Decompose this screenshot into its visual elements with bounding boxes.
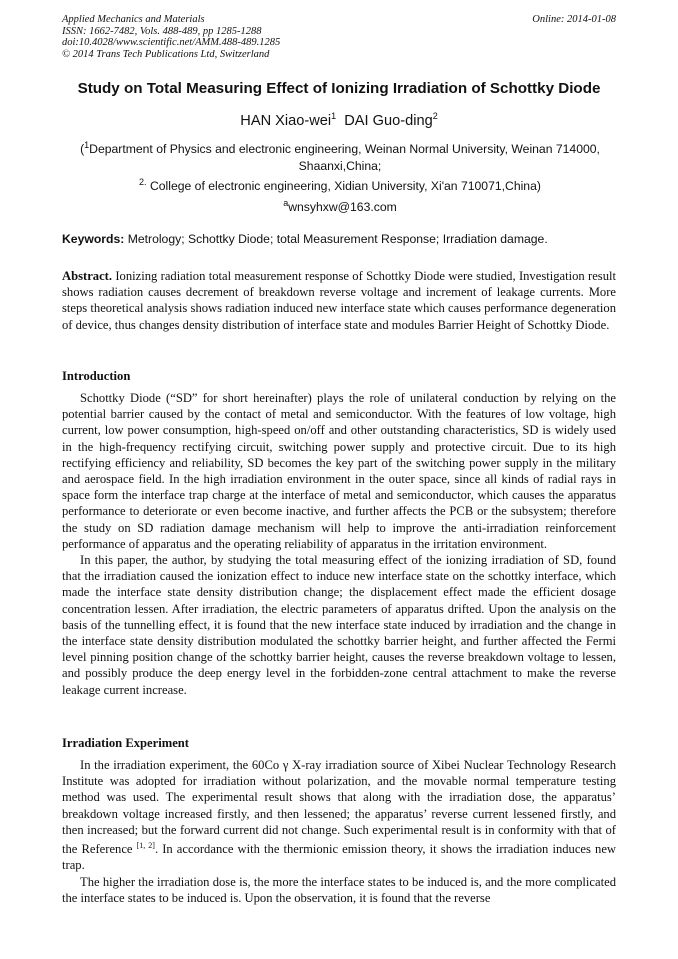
experiment-paragraph-2: The higher the irradiation dose is, the more the interface states to be induced is, and the more complicated the interface states to be induced is. Upon the observation, it is found that the reverse xyxy=(62,874,616,905)
section-heading-experiment: Irradiation Experiment xyxy=(62,736,189,750)
online-date: Online: 2014-01-08 xyxy=(532,14,616,25)
affiliation-2-text: College of electronic engineering, Xidian University, Xi'an 710071,China) xyxy=(146,179,541,194)
paper-title: Study on Total Measuring Effect of Ionizing Irradiation of Schottky Diode xyxy=(77,80,601,97)
issn-line: ISSN: 1662-7482, Vols. 488-489, pp 1285-1288 xyxy=(62,25,262,37)
experiment-paragraph-1-a: In the irradiation experiment, the 60Co γ X-ray irradiation source of Xibei Nuclear Technology Research Institute was adopted for irradiation without polarization, and the movable normal temperature testing method was used. The experimental result shows that along with the irradiation dose, the apparatus’ breakdown voltage increased firstly, and then lessened; the apparatus’ reverse current lessened firstly, and then increased; but the forward current did not change. Such experimental result is in conformity with that of the Reference xyxy=(62,758,616,857)
email-sup: a xyxy=(283,198,289,208)
keywords xyxy=(62,232,622,246)
doi-line: doi:10.4028/www.scientific.net/AMM.488-489.1285 xyxy=(62,37,281,49)
author-1: HAN Xiao-wei xyxy=(240,112,332,129)
introduction-body xyxy=(62,390,616,698)
affiliation-open-paren: ( xyxy=(80,142,85,157)
journal-name: Applied Mechanics and Materials xyxy=(62,14,205,25)
author-2-sup: 2 xyxy=(432,111,438,121)
experiment-body xyxy=(62,757,616,906)
keywords-label: Keywords: xyxy=(62,232,125,246)
author-1-sup: 1 xyxy=(331,111,337,121)
reference-citation: [1, 2] xyxy=(136,841,155,851)
abstract-label: Abstract. xyxy=(62,269,113,283)
affiliation-2-sup: 2. xyxy=(139,177,147,187)
section-heading-introduction: Introduction xyxy=(62,369,131,383)
experiment-paragraph-1 xyxy=(62,757,616,874)
affiliation-1-sup: 1 xyxy=(84,140,90,150)
email-text: wnsyhxw@163.com xyxy=(288,200,397,215)
author-2: DAI Guo-ding xyxy=(344,112,433,129)
affiliation-1 xyxy=(70,137,610,174)
introduction-paragraph-2: In this paper, the author, by studying the total measuring effect of the ionizing irradiation of SD, found that the irradiation caused the ionization effect to induce new interface state on the schottky interface, which made the interface state density distribution change; the displacement effect made the efficient dosage concentration lessen. After irradiation, the electric parameters of apparatus drifted. Upon the analysis on the basis of the tunnelling effect, it is found that the new interface state induced by irradiation and the change in the interface state density distribution modulated the schottky barrier height, and further affected the Fermi level pinning position change of the schottky barrier height, causes the reverse breakdown voltage to lessen, and possibly produce the deep energy level in the forbidden-zone central attachment to make the reverse leakage current increase. xyxy=(62,553,616,697)
affiliation-2 xyxy=(70,174,610,195)
abstract xyxy=(62,268,616,333)
copyright-line: © 2014 Trans Tech Publications Ltd, Switzerland xyxy=(62,48,270,60)
abstract-text: Ionizing radiation total measurement response of Schottky Diode were studied, Investigation result shows radiation causes decrement of breakdown reverse voltage and increment of leakage currents. More steps theoretical analysis shows radiation induced new interface state which causes performance degeneration of device, thus changes density distribution of interface state and modules Barrier Height of Schottky Diode. xyxy=(62,269,616,332)
journal-header xyxy=(62,14,616,60)
experiment-paragraph-1-b: . In accordance with the thermionic emission theory, it shows the irradiation induces new trap. xyxy=(62,842,617,873)
author-email xyxy=(70,195,610,216)
keywords-text: Metrology; Schottky Diode; total Measurement Response; Irradiation damage. xyxy=(124,232,548,246)
affiliation-1-text: Department of Physics and electronic engineering, Weinan Normal University, Weinan 714000, Shaanxi,China; xyxy=(89,142,600,173)
introduction-paragraph-1: Schottky Diode (“SD” for short hereinafter) plays the role of unilateral conduction by relying on the potential barrier caused by the contact of metal and semiconductor. With the features of low voltage, high current, low power consumption, high-speed on/off and other outstanding characteristics, SD is widely used in the high-frequency rectifying circuit, switching power supply and protective circuit. Due to its high rectifying efficiency and reliability, SD becomes the key part of the switching power supply in the military and aerospace field. In the high irradiation environment in the outer space, since all kinds of radial rays in space form the interface trap charge at the interface of metal and semiconductor, which causes the apparatus performance to deteriorate or even become inactive, and further affects the PCB or the subsystem; therefore the study on SD radiation damage mechanism will help to improve the anti-irradiation reinforcement performance of apparatus and the operating reliability of apparatus in the irritation environment. xyxy=(62,391,616,551)
author-line xyxy=(30,111,648,129)
